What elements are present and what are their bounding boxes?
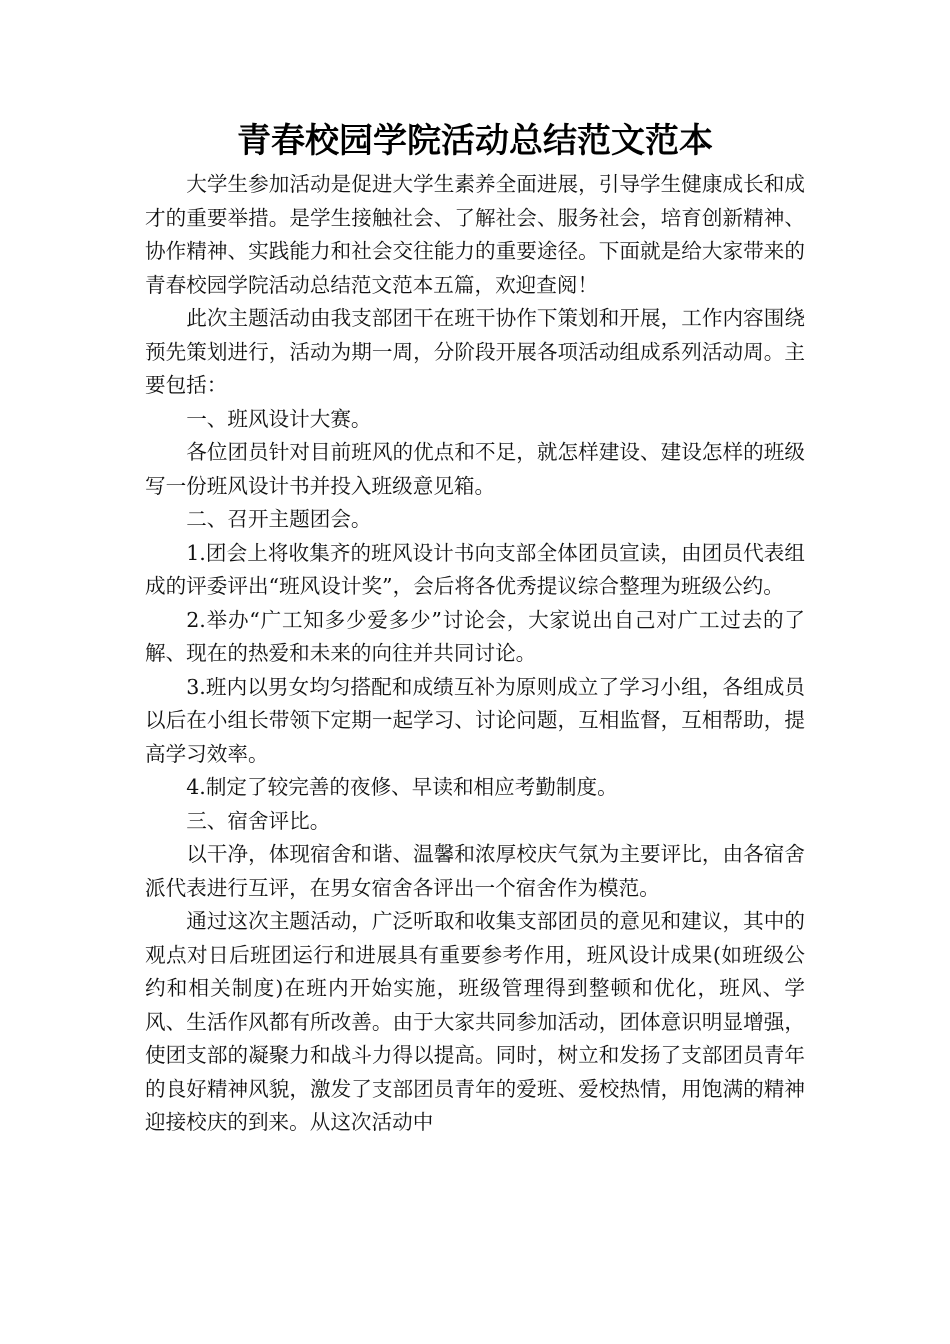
paragraph-contest: 各位团员针对目前班风的优点和不足，就怎样建设、建设怎样的班级写一份班风设计书并投入班级意见箱。 bbox=[145, 440, 805, 498]
paragraph-conclusion: 通过这次主题活动，广泛听取和收集支部团员的意见和建议，其中的观点对日后班团运行和进展具有重要参考作用，班风设计成果(如班级公约和相关制度)在班内开始实施，班级管理得到整顿和优化，班风、学风、生活作风都有所改善。由于大家共同参加活动，团体意识明显增强，使团支部的凝聚力和战斗力得以提高。同时，树立和发扬了支部团员青年的良好精神风貌，激发了支部团员青年的爱班、爱校热情，用饱满的精神迎接校庆的到来。从这次活动中 bbox=[145, 909, 805, 1134]
paragraph-intro: 大学生参加活动是促进大学生素养全面进展，引导学生健康成长和成才的重要举措。是学生接触社会、了解社会、服务社会，培育创新精神、协作精神、实践能力和社会交往能力的重要途径。下面就是给大家带来的青春校园学院活动总结范文范本五篇，欢迎查阅！ bbox=[145, 172, 805, 297]
paragraph-item-2: 2.举办“广工知多少爱多少”讨论会，大家说出自己对广工过去的了解、现在的热爱和未来的向往并共同讨论。 bbox=[145, 607, 805, 665]
paragraph-item-3: 3.班内以男女均匀搭配和成绩互补为原则成立了学习小组，各组成员以后在小组长带领下定期一起学习、讨论问题，互相监督，互相帮助，提高学习效率。 bbox=[145, 674, 805, 766]
paragraph-item-4: 4.制定了较完善的夜修、早读和相应考勤制度。 bbox=[186, 775, 618, 799]
document-title: 青春校园学院活动总结范文范本 bbox=[237, 121, 713, 161]
paragraph-heading-2: 二、召开主题团会。 bbox=[186, 507, 372, 531]
paragraph-overview: 此次主题活动由我支部团干在班干协作下策划和开展，工作内容围绕预先策划进行，活动为期一周，分阶段开展各项活动组成系列活动周。主要包括： bbox=[145, 306, 805, 397]
paragraph-item-1: 1.团会上将收集齐的班风设计书向支部全体团员宣读，由团员代表组成的评委评出“班风设计奖”，会后将各优秀提议综合整理为班级公约。 bbox=[145, 540, 805, 598]
paragraph-heading-1: 一、班风设计大赛。 bbox=[186, 406, 372, 431]
paragraph-heading-3: 三、宿舍评比。 bbox=[186, 808, 331, 833]
document-body bbox=[145, 168, 805, 1140]
paragraph-dorm: 以干净，体现宿舍和谐、温馨和浓厚校庆气氛为主要评比，由各宿舍派代表进行互评，在男女宿舍各评出一个宿舍作为模范。 bbox=[145, 842, 805, 900]
